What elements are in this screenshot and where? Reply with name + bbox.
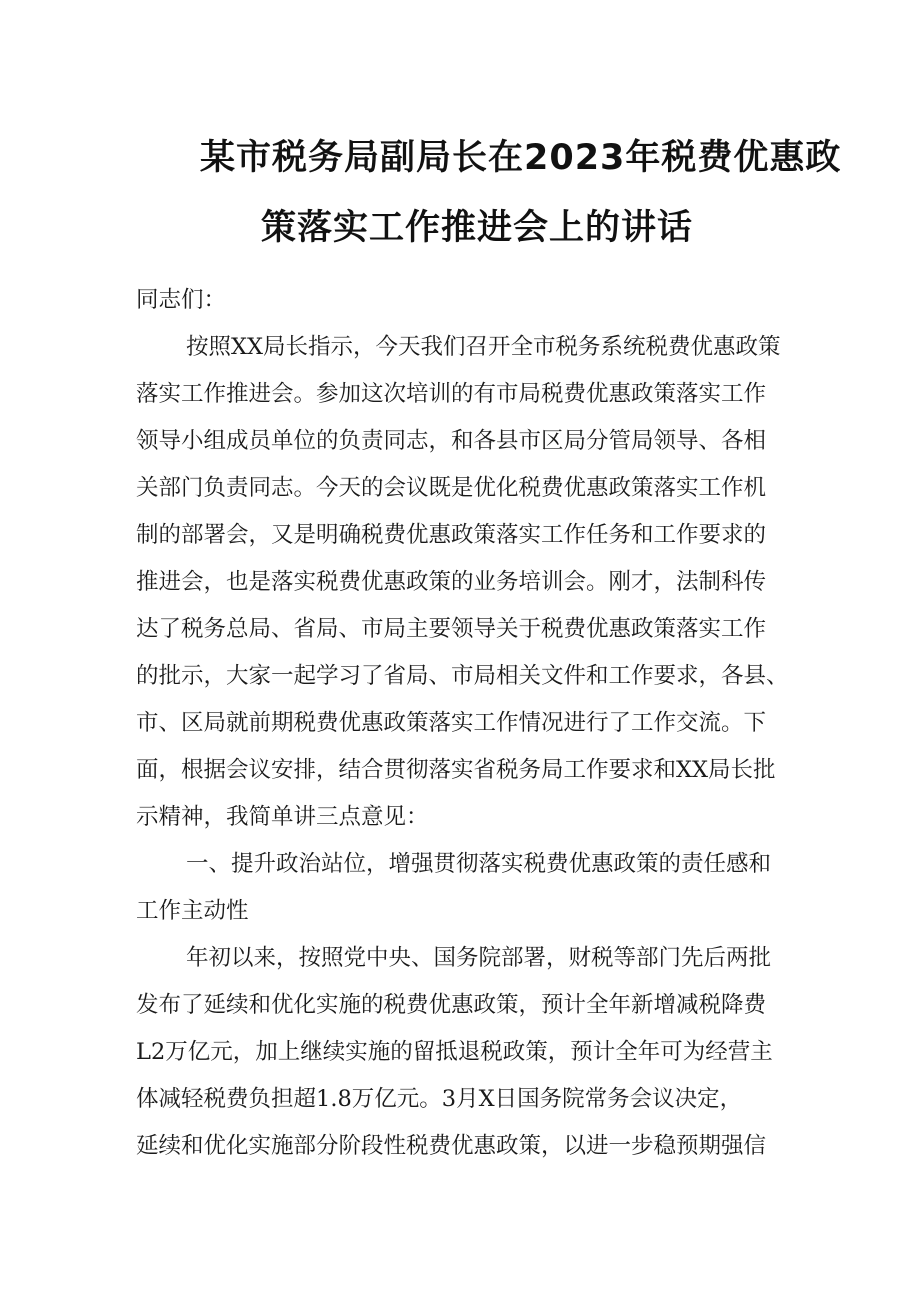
body-line: 达了税务总局、省局、市局主要领导关于税费优惠政策落实工作 (136, 616, 767, 642)
body-line: 关部门负责同志。今天的会议既是优化税费优惠政策落实工作机 (136, 475, 767, 501)
body-line: 示精神，我简单讲三点意见： (136, 804, 429, 830)
body-line: 制的部署会，又是明确税费优惠政策落实工作任务和工作要求的 (136, 522, 767, 548)
body-line: 面，根据会议安排，结合贯彻落实省税务局工作要求和XX局长批 (136, 757, 776, 783)
body-line: 按照XX局长指示，今天我们召开全市税务系统税费优惠政策 (186, 334, 781, 360)
body-line: 体减轻税费负担超1.8万亿元。3月X日国务院常务会议决定， (136, 1086, 743, 1112)
document-title-line-2: 策落实工作推进会上的讲话 (261, 208, 694, 248)
body-line: 领导小组成员单位的负责同志，和各县市区局分管局领导、各相 (136, 428, 767, 454)
body-line: 市、区局就前期税费优惠政策落实工作情况进行了工作交流。下 (136, 710, 767, 736)
body-line: 的批示，大家一起学习了省局、市局相关文件和工作要求，各县、 (136, 663, 789, 689)
salutation: 同志们： (136, 287, 227, 313)
body-line: 年初以来，按照党中央、国务院部署，财税等部门先后两批 (186, 945, 772, 971)
body-line: L2万亿元，加上继续实施的留抵退税政策，预计全年可为经营主 (136, 1039, 773, 1065)
body-line: 落实工作推进会。参加这次培训的有市局税费优惠政策落实工作 (136, 381, 767, 407)
section-heading-line: 一、提升政治站位，增强贯彻落实税费优惠政策的责任感和 (186, 851, 772, 877)
document-title-line-1: 某市税务局副局长在2023年税费优惠政 (200, 138, 842, 178)
body-line: 发布了延续和优化实施的税费优惠政策，预计全年新增减税降费 (136, 992, 767, 1018)
body-line: 推进会，也是落实税费优惠政策的业务培训会。刚才，法制科传 (136, 569, 767, 595)
body-line: 延续和优化实施部分阶段性税费优惠政策，以进一步稳预期强信 (136, 1133, 767, 1159)
section-heading-line: 工作主动性 (136, 898, 249, 924)
